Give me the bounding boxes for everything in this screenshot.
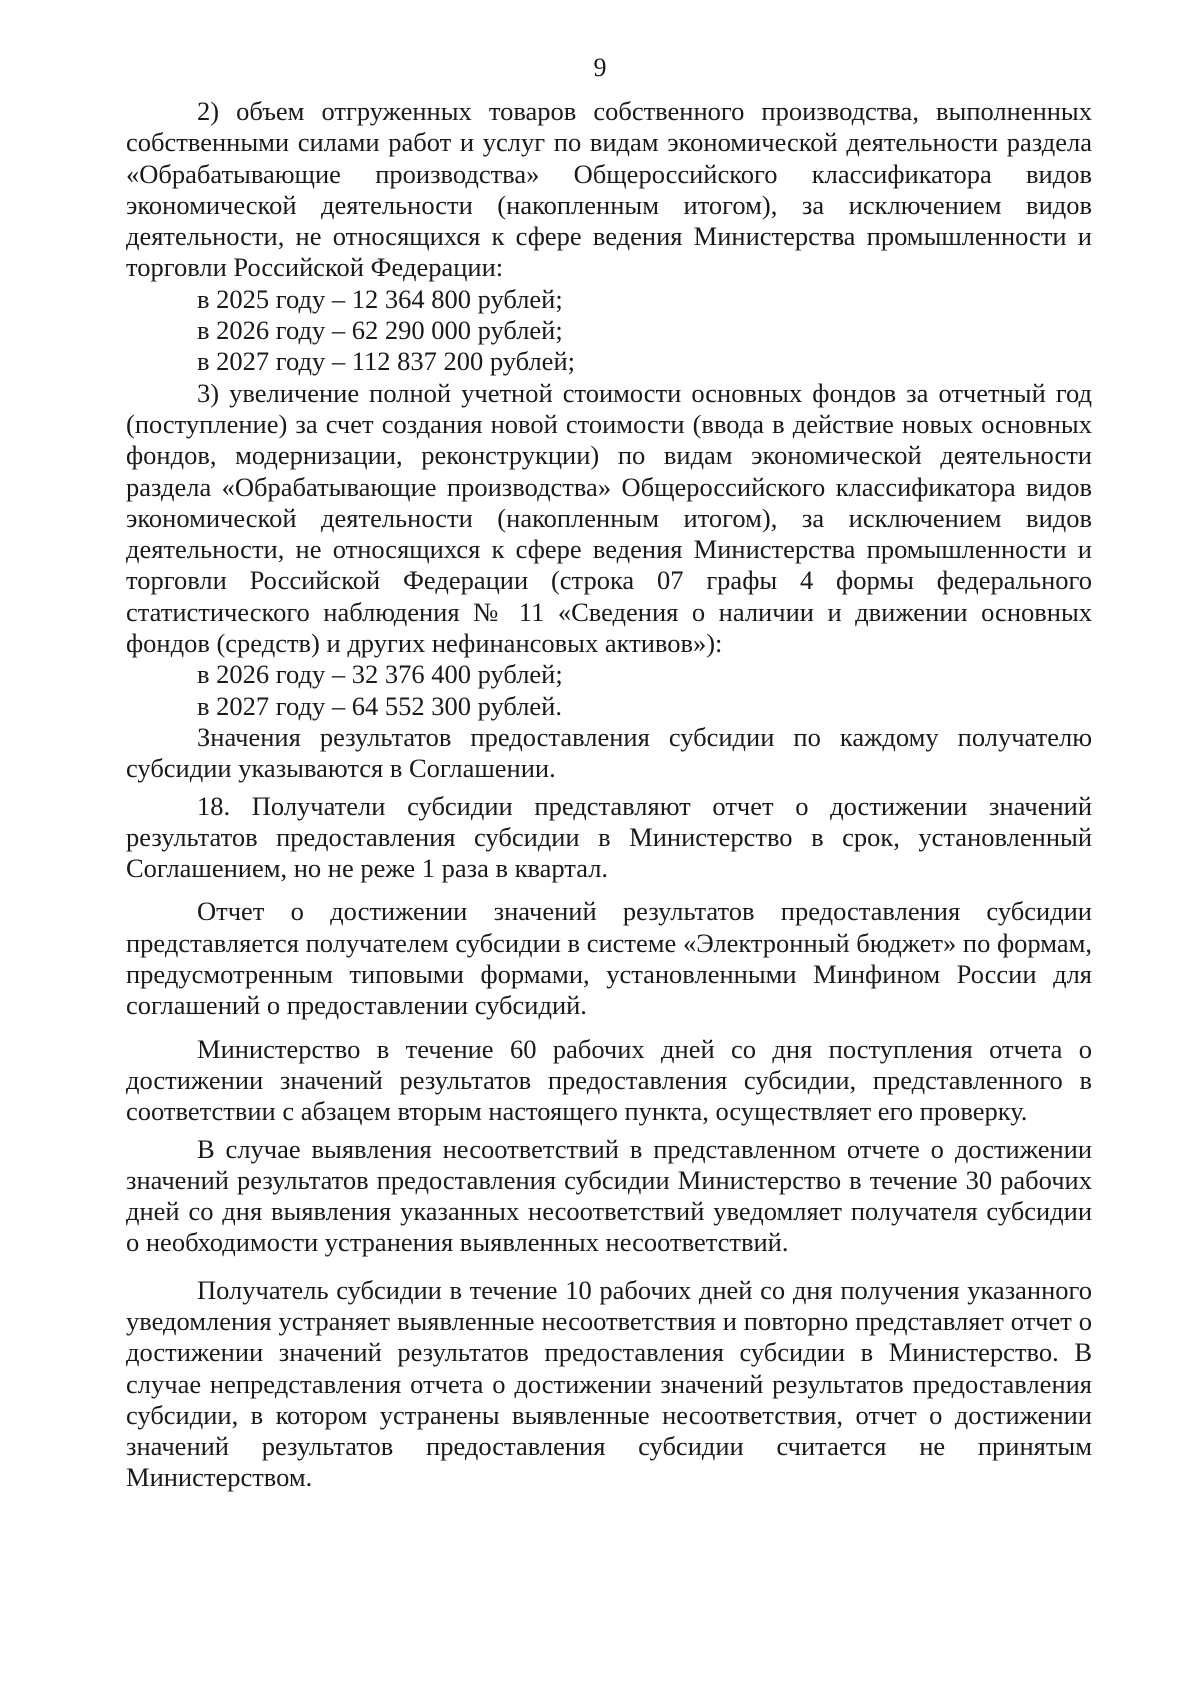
paragraph-correction-procedure: Получатель субсидии в течение 10 рабочих дней со дня получения указанного уведомления устраняет выявленные несоответствия и повторно представляет отчет о достижении значений результатов предоставления субсидии в Министерство. В случае непредставления отчета о достижении значений результатов предоставления субсидии, в котором устранены выявленные несоответствия, отчет о достижении значений результатов предоставления субсидии считается не принятым Министерством. [126,1274,1092,1493]
paragraph-ministry-review: Министерство в течение 60 рабочих дней со дня поступления отчета о достижении значений результатов предоставления субсидии, представленного в соответствии с абзацем вторым настоящего пункта, осуществляет его проверку. [126,1033,1092,1127]
paragraph-discrepancies-notice: В случае выявления несоответствий в представленном отчете о достижении значений результатов предоставления субсидии Министерство в течение 30 рабочих дней со дня выявления указанных несоответствий уведомляет получателя субсидии о необходимости устранения выявленных несоответствий. [126,1133,1092,1258]
list-item-2027-value: в 2027 году – 112 837 200 рублей; [197,346,575,377]
paragraph-item-3-fixed-assets: 3) увеличение полной учетной стоимости основных фондов за отчетный год (поступление) за счет создания новой стоимости (ввода в действие новых основных фондов, модернизации, реконструкции) по видам экономической деятельности раздела «Обрабатывающие производства» Общероссийского классификатора видов экономической деятельности (накопленным итогом), за исключением видов деятельности, не относящихся к сфере ведения Министерства промышленности и торговли Российской Федерации (строка 07 графы 4 формы федерального статистического наблюдения № 11 «Сведения о наличии и движении основных фондов (средств) и других нефинансовых активов»): [126,377,1092,659]
paragraph-report-submission: Отчет о достижении значений результатов предоставления субсидии представляется получателем субсидии в системе «Электронный бюджет» по формам, предусмотренным типовыми формами, установленными Минфином России для соглашений о предоставлении субсидий. [126,896,1092,1021]
page-number: 9 [593,53,607,82]
list-item-2026-assets-value: в 2026 году – 32 376 400 рублей; [197,659,563,690]
list-item-2027-assets-value: в 2027 году – 64 552 300 рублей. [197,690,562,721]
paragraph-item-2-shipped-goods: 2) объем отгруженных товаров собственного производства, выполненных собственными силами работ и услуг по видам экономической деятельности раздела «Обрабатывающие производства» Общероссийского классификатора видов экономической деятельности (накопленным итогом), за исключением видов деятельности, не относящихся к сфере ведения Министерства промышленности и торговли Российской Федерации: [126,96,1092,283]
list-item-2025-value: в 2025 году – 12 364 800 рублей; [197,283,563,314]
paragraph-18-reporting: 18. Получатели субсидии представляют отчет о достижении значений результатов предоставления субсидии в Министерство в срок, установленный Соглашением, но не реже 1 раза в квартал. [126,790,1092,884]
paragraph-results-values: Значения результатов предоставления субсидии по каждому получателю субсидии указываются в Соглашении. [126,721,1092,784]
list-item-2026-value: в 2026 году – 62 290 000 рублей; [197,315,563,346]
document-body [126,96,1092,1494]
